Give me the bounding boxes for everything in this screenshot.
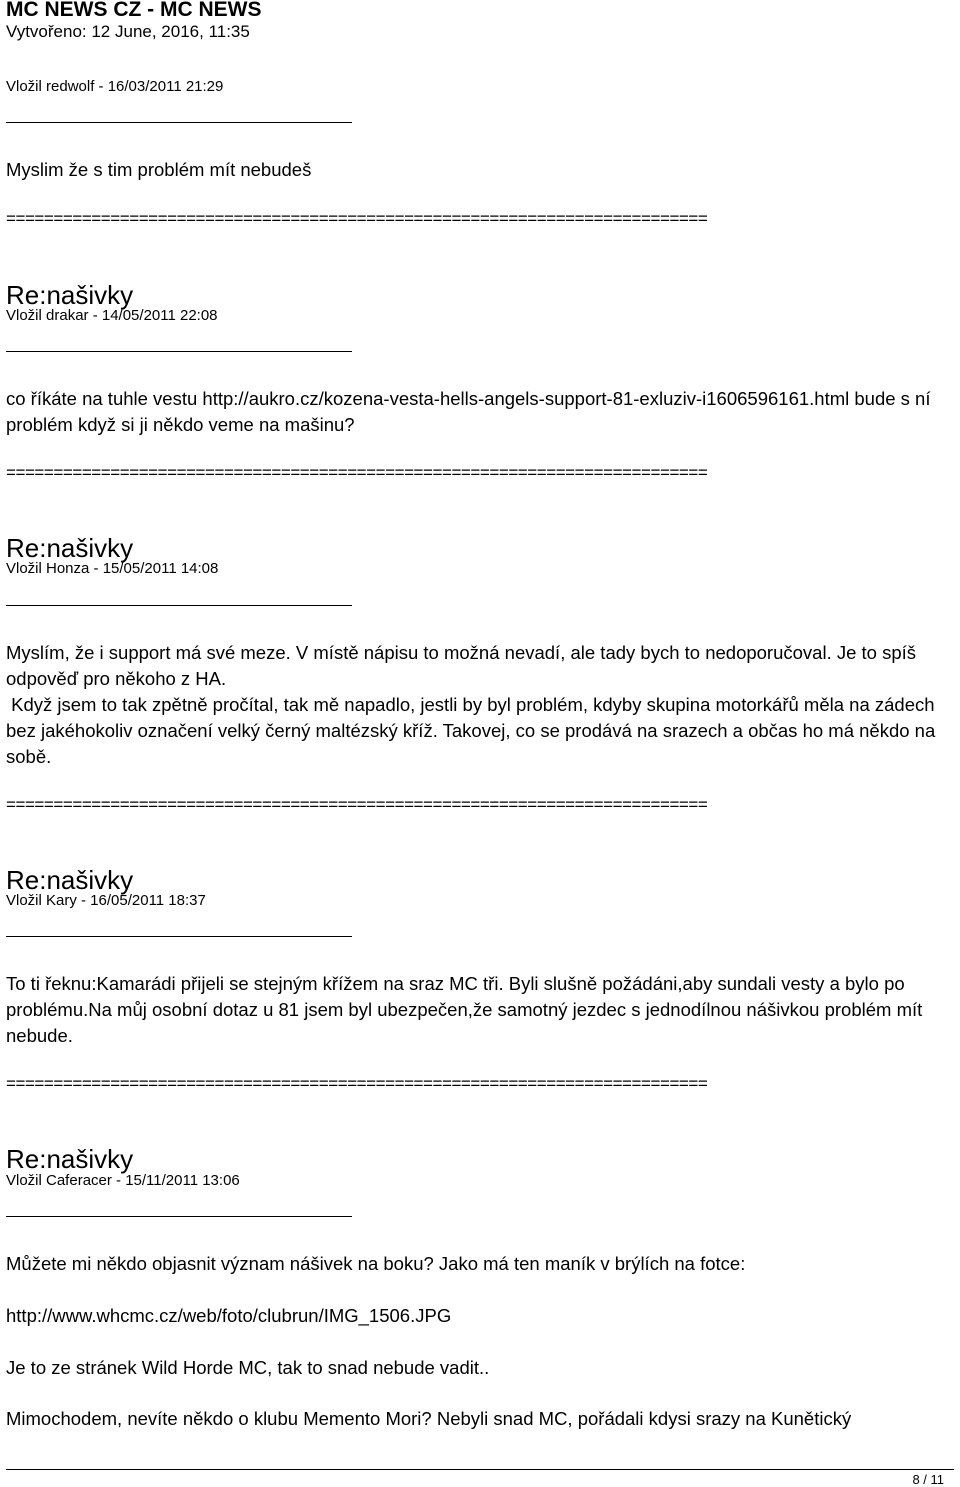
post-separator: ==========================================================================	[6, 1074, 708, 1093]
post-divider	[6, 605, 352, 606]
post-paragraph: Můžete mi někdo objasnit význam nášivek na boku? Jako má ten maník v brýlích na fotce:	[6, 1253, 746, 1274]
post-title: Re:našivky	[6, 1144, 134, 1174]
post-paragraph: Když jsem to tak zpětně pročítal, tak mě napadlo, jestli by byl problém, kdyby skupina motorkářů měla na zádech bez jakéhokoliv označení velký černý maltézský kříž. Takovej, co se prodává na srazech a občas ho má někdo na sobě.	[6, 694, 941, 767]
post-body	[6, 640, 951, 770]
post-link[interactable]: http://www.whcmc.cz/web/foto/clubrun/IMG_1506.JPG	[6, 1305, 452, 1326]
post-divider	[6, 122, 352, 123]
footer-divider	[6, 1469, 954, 1470]
post-meta: Vložil Honza - 15/05/2011 14:08	[6, 560, 219, 577]
post-meta: Vložil Kary - 16/05/2011 18:37	[6, 892, 206, 909]
post-body	[6, 157, 951, 183]
post-meta: Vložil Caferacer - 15/11/2011 13:06	[6, 1172, 240, 1189]
post-divider	[6, 936, 352, 937]
post-separator: ==========================================================================	[6, 463, 708, 482]
post-paragraph: Je to ze stránek Wild Horde MC, tak to snad nebude vadit..	[6, 1357, 490, 1378]
post-paragraph: Myslím, že i support má své meze. V místě nápisu to možná nevadí, ale tady bych to nedoporučoval. Je to spíš odpověď pro někoho z HA.	[6, 642, 917, 689]
post-meta: Vložil drakar - 14/05/2011 22:08	[6, 307, 218, 324]
page-number: 8 / 11	[912, 1472, 944, 1487]
post-paragraph: Myslim že s tim problém mít nebudeš	[6, 159, 312, 180]
post-body	[6, 386, 951, 438]
document-header	[6, 0, 261, 44]
post-title: Re:našivky	[6, 280, 134, 310]
site-title: MC NEWS CZ - MC NEWS	[6, 0, 262, 21]
post-body	[6, 971, 951, 1049]
post-divider	[6, 1216, 352, 1217]
post-separator: ==========================================================================	[6, 795, 708, 814]
post-separator: ==========================================================================	[6, 209, 708, 228]
post-divider	[6, 351, 352, 352]
post-title: Re:našivky	[6, 865, 134, 895]
created-date: Vytvořeno: 12 June, 2016, 11:35	[6, 22, 250, 41]
post-title: Re:našivky	[6, 533, 134, 563]
post-meta: Vložil redwolf - 16/03/2011 21:29	[6, 78, 224, 95]
post-paragraph: co říkáte na tuhle vestu http://aukro.cz/kozena-vesta-hells-angels-support-81-exluziv-i1606596161.html bude s ní problém když si ji někdo veme na mašinu?	[6, 388, 931, 435]
post-paragraph: Mimochodem, nevíte někdo o klubu Memento Mori? Nebyli snad MC, pořádali kdysi srazy na Kunětický	[6, 1408, 852, 1429]
post-paragraph: To ti řeknu:Kamarádi přijeli se stejným křížem na sraz MC tři. Byli slušně požádáni,aby sundali vesty a bylo po problému.Na můj osobní dotaz u 81 jsem byl ubezpečen,že samotný jezdec s jednodílnou nášivkou problém mít nebude.	[6, 973, 923, 1046]
